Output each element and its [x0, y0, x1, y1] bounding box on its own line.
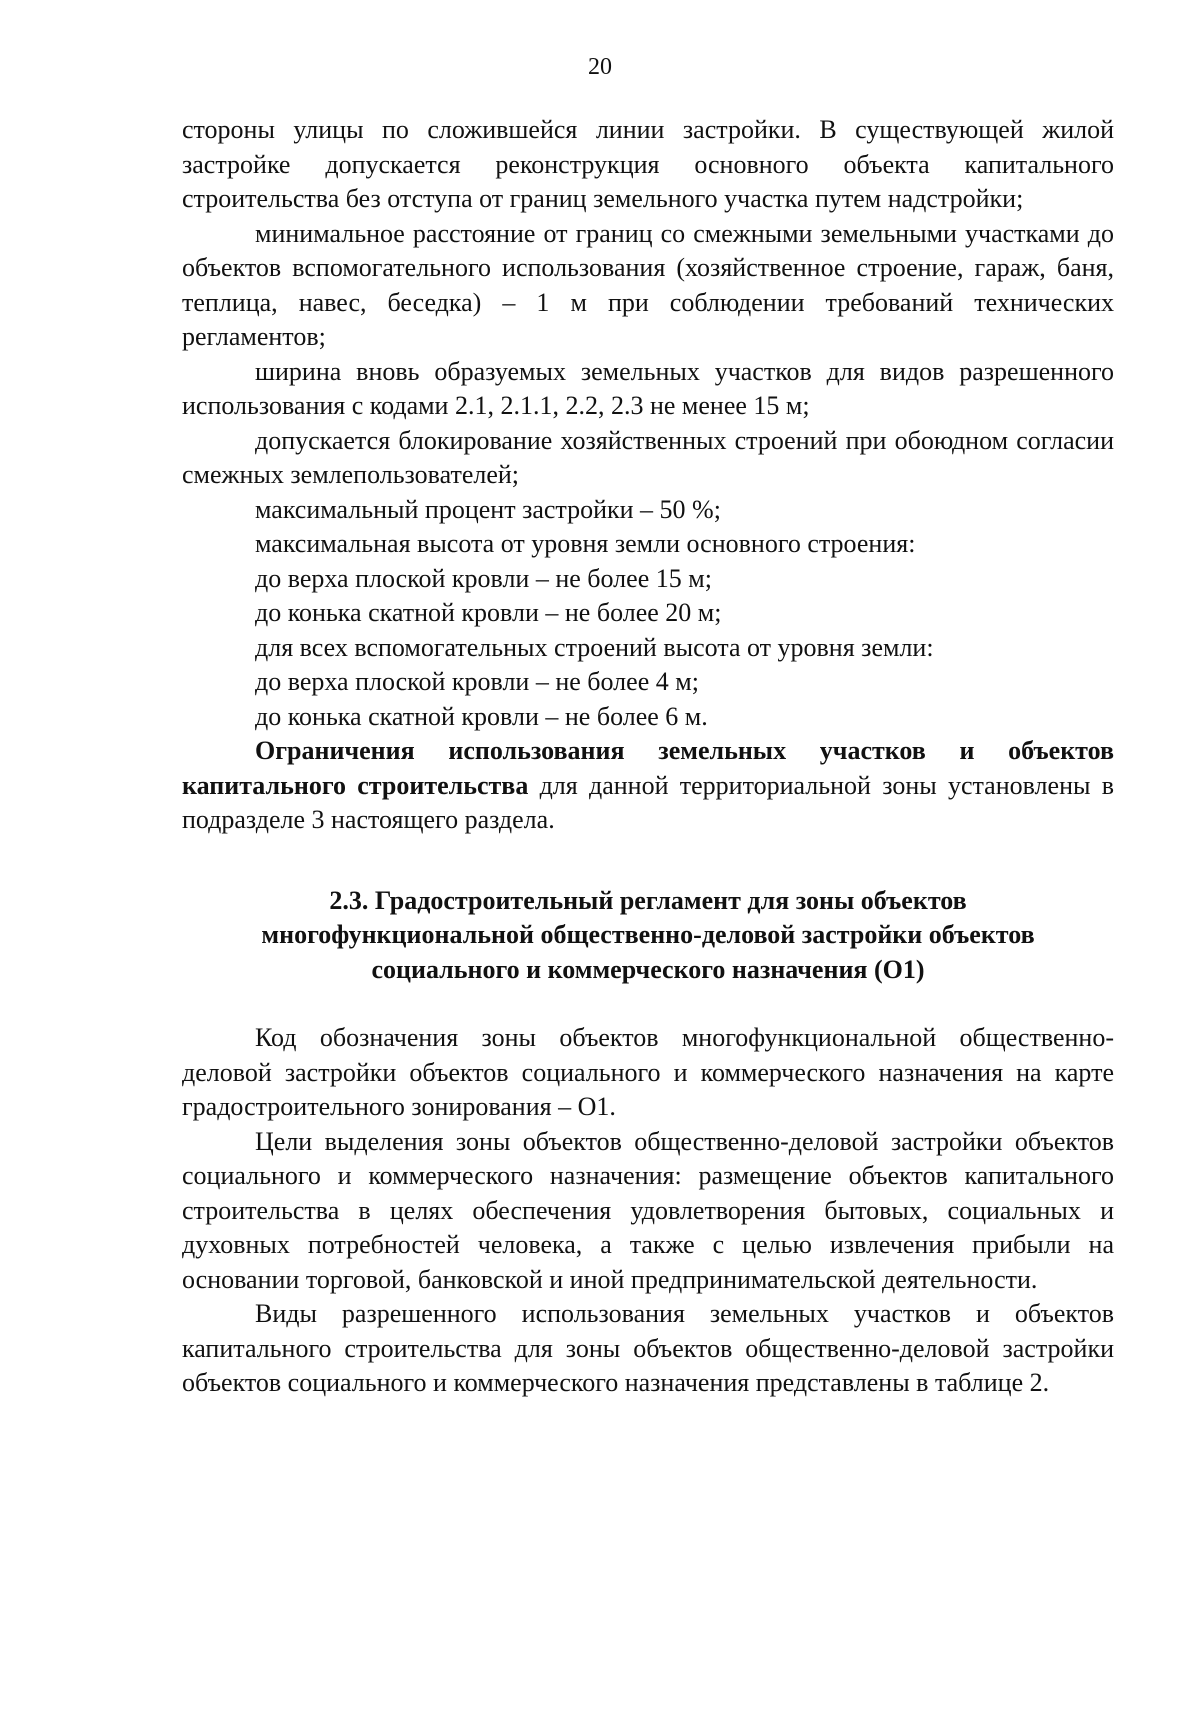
restrictions-rest-text: для данной территориальной зоны установлены в подразделе 3 настоящего раздела. [182, 770, 1114, 834]
paragraph-zone-code: Код обозначения зоны объектов многофункциональной общественно-деловой застройки объектов социального и коммерческого назначения на карте градостроительного зонирования – О1. [182, 1023, 1114, 1121]
line-auxiliary-height: для всех вспомогательных строений высота от уровня земли: [255, 632, 934, 662]
paragraph-restrictions [182, 734, 1114, 838]
paragraph-blocking: допускается блокирование хозяйственных строений при обоюдном согласии смежных землепользователей; [182, 425, 1114, 489]
paragraph-continuation: стороны улицы по сложившейся линии застройки. В существующей жилой застройке допускается реконструкция основного объекта капитального строительства без отступа от границ земельного участка путем надстройки; [182, 115, 1114, 213]
paragraph-zone-goals: Цели выделения зоны объектов общественно-деловой застройки объектов социального и коммерческого назначения: размещение объектов капитального строительства в целях обеспечения удовлетворения бытовых, социальных и духовных потребностей человека, а также с целью извлечения прибыли на основании торговой, банковской и иной предпринимательской деятельности. [182, 1126, 1114, 1294]
line-flat-roof-aux: до верха плоской кровли – не более 4 м; [255, 667, 699, 696]
restrictions-bold-text: Ограничения использования земельных участков и объектов капитального строительства [182, 736, 1114, 800]
paragraph-min-distance: минимальное расстояние от границ со смежными земельными участками до объектов вспомогательного использования (хозяйственное строение, гараж, баня, теплица, навес, беседка) – 1 м при соблюдении требований технических регламентов; [182, 218, 1114, 351]
line-flat-roof-main: до верха плоской кровли – не более 15 м; [255, 563, 712, 593]
line-pitched-roof-main: до конька скатной кровли – не более 20 м; [255, 598, 722, 627]
document-body [182, 113, 1114, 1401]
line-pitched-roof-aux: до конька скатной кровли – не более 6 м. [255, 701, 708, 731]
paragraph-plot-width: ширина вновь образуемых земельных участков для видов разрешенного использования с кодами 2.1, 2.1.1, 2.2, 2.3 не менее 15 м; [182, 356, 1114, 420]
line-max-percent: максимальный процент застройки – 50 %; [255, 494, 721, 524]
page-number: 20 [588, 54, 612, 80]
line-max-height-main: максимальная высота от уровня земли основного строения: [255, 529, 916, 558]
paragraph-permitted-uses: Виды разрешенного использования земельных участков и объектов капитального строительства для зоны объектов общественно-деловой застройки объектов социального и коммерческого назначения представлены в таблице 2. [182, 1299, 1114, 1397]
section-heading: 2.3. Градостроительный регламент для зоны объектов многофункциональной общественно-деловой застройки объектов социального и коммерческого назначения (О1) [261, 885, 1035, 984]
